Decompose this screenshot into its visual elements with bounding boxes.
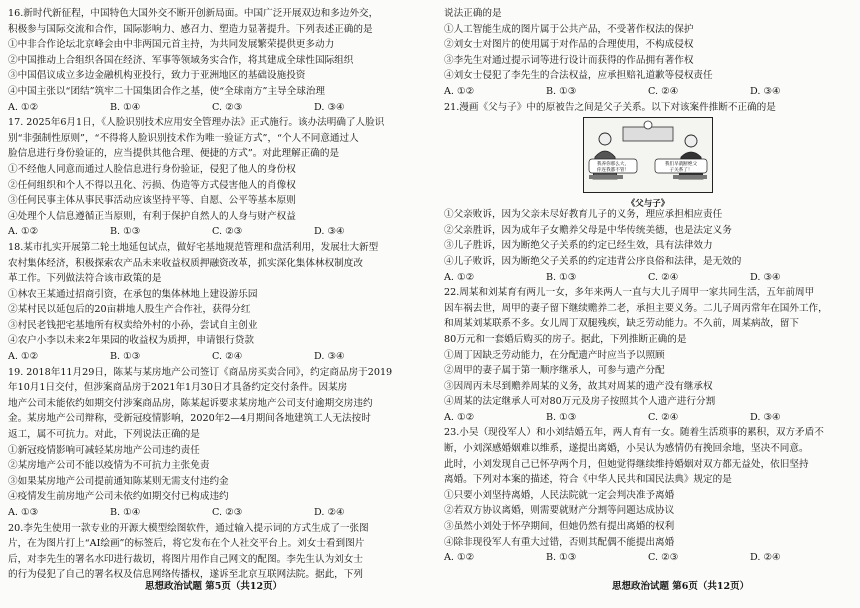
question-stem-line: 年10月1日交付，但涉案商品房于2021年1月30日才具备约定交付条件。因某房 [8, 382, 348, 394]
answer-choice-a: A. ①② [8, 101, 39, 113]
question-stem-line: 地产公司未能依约如期交付涉案商品房，陈某起诉要求某房地产公司支付逾期交房违约 [8, 397, 373, 409]
question-stem-line: 22.周某和刘某育有两儿一女，多年来两人一直与大儿子周甲一家共同生活，五年前周甲 [444, 287, 815, 299]
question-16 [8, 6, 416, 115]
question-stem-line: 19. 2018年11月29日，陈某与某房地产公司签订《商品房买卖合同》，约定商品房于2019 [8, 366, 393, 378]
option-statement: ②父亲胜诉，因为成年子女赡养父母是中华传统美德，也是法定义务 [444, 224, 732, 236]
question-stem-line: 片，在为图片打上“AI绘画”的标签后，将它发布在个人社交平台上。刘女士看到图片 [8, 538, 365, 550]
question-stem-line: 金。某房地产公司辩称，受新冠疫情影响，2020年2—4月期间各地建筑工人无法按时 [8, 413, 371, 425]
answer-choice-c: C. ②③ [212, 101, 243, 113]
question-stem-line: 此时，小刘发现自己已怀孕两个月，但她觉得继续维持婚姻对双方都无益处，依旧坚持 [444, 458, 809, 470]
question-stem-line: 20.李先生使用一款专业的开源大模型绘图软件，通过输入提示词的方式生成了一张图 [8, 522, 369, 534]
answer-choice-c: C. ②④ [648, 271, 679, 283]
answer-choices [8, 505, 416, 521]
question-stem-line: 农村集体经济，积极探索农产品未来收益权质押融资改革，抓实深化集体林权制度改 [8, 257, 363, 269]
answer-choice-d: D. ②④ [750, 552, 781, 564]
question-stem-line: 18.某市扎实开展第二轮土地延包试点，做好宅基地规范管理和盘活利用，发展壮大新型 [8, 241, 379, 253]
question-stem-line: 积极参与国际交流和合作，国际影响力、感召力、塑造力显著提升。下列表述正确的是 [8, 23, 373, 35]
answer-choice-c: C. ②④ [212, 351, 243, 363]
answer-choice-c: C. ②④ [648, 411, 679, 423]
option-statement: ④儿子败诉，因为断绝父子关系的约定违背公序良俗和法律，是无效的 [444, 255, 742, 267]
question-18 [8, 240, 416, 365]
option-statement: ①新冠疫情影响可减轻某房地产公司违约责任 [8, 444, 200, 456]
page-footer: 思想政治试题 第5页（共12页） [145, 581, 283, 592]
question-stem-line: 别“非强制性原则”，“不得将人脸识别技术作为唯一验证方式”，“个人不同意通过人 [8, 132, 359, 144]
answer-choice-a: A. ①② [8, 351, 39, 363]
answer-choice-b: B. ①③ [546, 411, 577, 423]
bubble-right-line-1: 我们早就断绝父 [664, 162, 698, 168]
question-stem-line: 因车祸去世，周甲的妻子留下继续赡养二老，承担主要义务。二儿子周丙常年在国外工作， [444, 302, 828, 314]
left-page [8, 6, 416, 583]
answer-choice-a: A. ①② [444, 85, 475, 97]
answer-choices [444, 410, 852, 426]
option-statement: ④农户小李以未来2年果园的收益权为质押，申请银行贷款 [8, 335, 254, 347]
option-statement: ①林农王某通过招商引资，在承包的集体林地上建设游乐园 [8, 288, 258, 300]
question-stem-line: 和周某刘某联系不多。女儿周丁双腿残疾，缺乏劳动能力。不久前，周某病故，留下 [444, 318, 799, 330]
option-statement: ③如果某房地产公司提前通知陈某则无需支付违约金 [8, 475, 229, 487]
answer-choice-c: C. ②④ [648, 85, 679, 97]
cartoon-father-and-son [583, 117, 713, 209]
option-statement: ①周丁因缺乏劳动能力，在分配遗产时应当予以照顾 [444, 349, 665, 361]
question-stem-line: 断，小刘深感婚姻难以维系，遂提出离婚，小吴认为感情仍有挽回余地，坚决不同意。 [444, 443, 809, 455]
answer-choice-a: A. ①② [8, 226, 39, 238]
option-statement: ④中国主张以“团结”筑牢二十国集团合作之基，使“全球南方”主导全球治理 [8, 85, 326, 97]
answer-choice-b: B. ①③ [546, 85, 577, 97]
answer-choice-d: D. ③④ [314, 226, 345, 238]
option-statement: ②周甲的妻子属于第一顺序继承人，可参与遗产分配 [444, 365, 665, 377]
option-statement: ①中非合作论坛北京峰会由中非两国元首主持，为共同发展繁荣提供更多动力 [8, 39, 335, 51]
option-statement: ②任何组织和个人不得以丑化、污损、伪造等方式侵害他人的肖像权 [8, 179, 296, 191]
option-statement: ②刘女士对图片的使用属于对作品的合理使用，不构成侵权 [444, 39, 694, 51]
answer-choice-d: D. ③④ [314, 101, 345, 113]
question-21 [444, 100, 852, 286]
bubble-right-line-2: 子关系了！ [669, 168, 693, 174]
question-stem-line: 脸信息进行身份验证的，应当提供其他合理、便捷的方式”。对此理解正确的是 [8, 148, 340, 160]
option-statement: ④除非现役军人有重大过错，否则其配偶不能提出离婚 [444, 536, 675, 548]
answer-choice-a: A. ①② [444, 271, 475, 283]
question-stem-line: 80万元和一套婚后购买的房子。据此，下列推断正确的是 [444, 333, 687, 345]
answer-choices [8, 349, 416, 365]
question-stem-line: 革工作。下列做法符合该市政策的是 [8, 273, 162, 285]
answer-choice-b: B. ①③ [110, 351, 141, 363]
answer-choice-b: B. ①④ [110, 101, 141, 113]
question-stem-line: 的行为侵犯了自己的署名权及信息网络传播权，遂诉至北京互联网法院。据此，下列 [8, 569, 363, 581]
option-statement: ②中国推动上合组织各国在经济、军事等领域务实合作，将其建成全球性国际组织 [8, 54, 354, 66]
question-23 [444, 425, 852, 565]
answer-choice-a: A. ①② [444, 552, 475, 564]
option-statement: ③因周丙未尽到赡养周某的义务，故其对周某的遗产没有继承权 [444, 380, 713, 392]
option-statement: ③村民老钱把宅基地所有权卖给外村的小孙，尝试自主创业 [8, 319, 258, 331]
answer-choice-d: D. ③④ [750, 271, 781, 283]
option-statement: ②某房地产公司不能以疫情为不可抗力主张免责 [8, 460, 210, 472]
question-stem-line: 说法正确的是 [444, 8, 502, 19]
question-stem-line: 21.漫画《父与子》中的原被告之间是父子关系。以下对该案件推断不正确的是 [444, 101, 776, 113]
question-20 [8, 521, 416, 583]
question-stem-line: 后，对李先生的署名水印进行裁切，将图片用作自己网文的配图。李先生认为刘女士 [8, 553, 363, 565]
question-stem-line: 23.小吴（现役军人）和小刘结婚五年，两人育有一女。随着生活琐事的累积，双方矛盾不 [444, 427, 824, 439]
answer-choice-b: B. ①③ [546, 271, 577, 283]
option-statement: ①不经他人同意而通过人脸信息进行身份验证，侵犯了他人的身份权 [8, 163, 296, 175]
answer-choices [444, 270, 852, 286]
option-statement: ①父亲败诉，因为父亲未尽好教育儿子的义务，理应承担相应责任 [444, 209, 723, 221]
option-statement: ③虽然小刘处于怀孕期间，但她仍然有提出离婚的权利 [444, 521, 675, 533]
answer-choice-d: D. ③④ [314, 351, 345, 363]
option-statement: ①人工智能生成的图片属于公共产品，不受著作权法的保护 [444, 23, 694, 35]
option-statement: ④刘女士侵犯了李先生的合法权益，应承担赔礼道歉等侵权责任 [444, 70, 713, 82]
option-statement: ③李先生对通过提示词等进行设计而获得的作品拥有著作权 [444, 54, 694, 66]
answer-choices [444, 550, 852, 566]
cartoon-illustration [583, 117, 713, 193]
answer-choice-d: D. ③④ [750, 411, 781, 423]
page-footer: 思想政治试题 第6页（共12页） [612, 581, 750, 592]
answer-choice-c: C. ②③ [212, 226, 243, 238]
right-page [444, 6, 852, 566]
cartoon-figure [444, 117, 852, 209]
question-stem-line: 返工，属不可抗力。对此，下列说法正确的是 [8, 429, 200, 441]
question-20-continued [444, 6, 852, 100]
option-statement: ③儿子胜诉，因为断绝父子关系的约定已经生效，具有法律效力 [444, 240, 713, 252]
question-22 [444, 285, 852, 425]
question-stem-line: 离婚。下列对本案的描述，符合《中华人民共和国民法典》规定的是 [444, 474, 732, 486]
bubble-left-line-2: 你连我都不管！ [596, 168, 630, 174]
option-statement: ②某村民以延包后的20亩耕地人股生产合作社，获得分红 [8, 304, 251, 316]
option-statement: ④疫情发生前房地产公司未依约如期交付已构成违约 [8, 491, 229, 503]
option-statement: ②若双方协议离婚，则需要就财产分割等问题达成协议 [444, 505, 675, 517]
answer-choice-a: A. ①② [444, 411, 475, 423]
answer-choice-b: B. ①③ [110, 226, 141, 238]
answer-choice-c: C. ②③ [648, 552, 679, 564]
answer-choice-d: D. ②④ [314, 507, 345, 518]
option-statement: ④周某的法定继承人可对80万元及房子按照其个人遗产进行分割 [444, 396, 716, 408]
answer-choices [444, 84, 852, 100]
question-stem-line: 16.新时代新征程，中国特色大国外交不断开创新局面。中国广泛开展双边和多边外交， [8, 8, 379, 19]
bubble-left-line-1: 我养你那么大， [596, 162, 630, 168]
option-statement: ④处理个人信息遵循正当原则，有利于保护自然人的人身与财产权益 [8, 210, 296, 222]
question-19 [8, 365, 416, 521]
answer-choices [8, 224, 416, 240]
answer-choices [8, 100, 416, 116]
answer-choice-b: B. ①③ [546, 552, 577, 564]
cartoon-caption: 《父与子》 [626, 198, 670, 209]
answer-choice-a: A. ①③ [8, 507, 39, 518]
answer-choice-d: D. ③④ [750, 85, 781, 97]
question-17 [8, 115, 416, 240]
answer-choice-b: B. ①④ [110, 507, 141, 518]
option-statement: ③中国倡议成立多边金融机构亚投行，致力于亚洲地区的基础设施投资 [8, 70, 306, 82]
option-statement: ①只要小刘坚持离婚，人民法院就一定会判决准予离婚 [444, 489, 675, 501]
question-stem-line: 17. 2025年6月1日，《人脸识别技术应用安全管理办法》正式施行。该办法明确了人脸识 [8, 117, 385, 129]
option-statement: ③任何民事主体从事民事活动应该坚持平等、自愿、公平等基本原则 [8, 195, 296, 207]
answer-choice-c: C. ②③ [212, 507, 243, 518]
